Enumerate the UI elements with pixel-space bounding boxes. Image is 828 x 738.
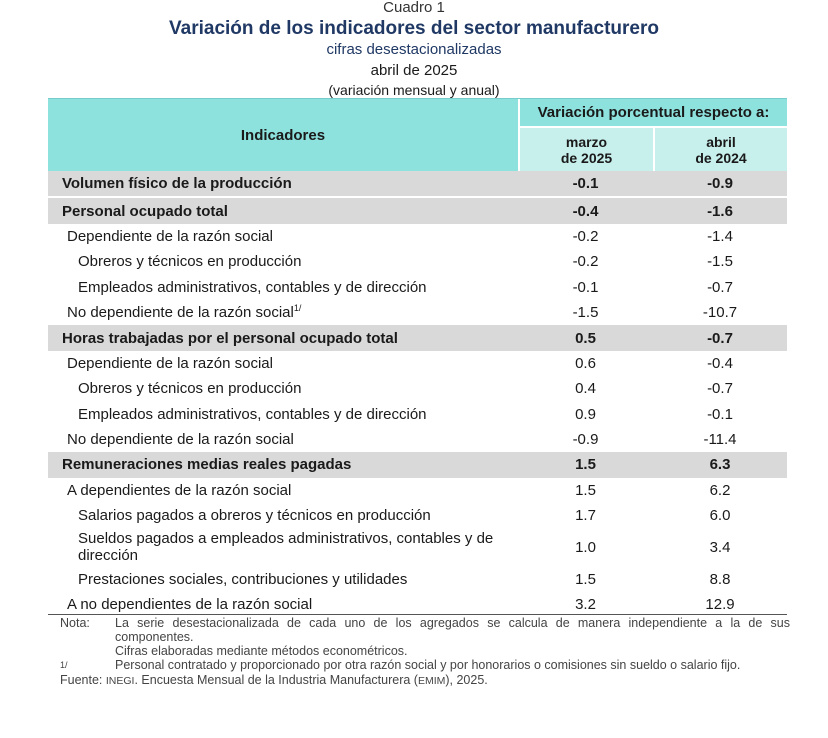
row-value-year: -0.9	[707, 175, 733, 193]
table-row	[48, 452, 787, 477]
row-value-year: -10.7	[702, 304, 738, 322]
table-row	[48, 196, 787, 223]
col-header-abril-2024	[653, 128, 787, 171]
row-label: Obreros y técnicos en producción	[78, 380, 302, 398]
row-value-month: -0.1	[572, 278, 599, 296]
row-value-month: 1.0	[575, 538, 596, 556]
row-value-year: -1.6	[707, 202, 733, 220]
row-value-year: -0.4	[707, 354, 733, 372]
source-org: INEGI	[105, 675, 135, 687]
row-label: Empleados administrativos, contables y de dirección	[78, 278, 427, 296]
subtitle: cifras desestacionalizadas	[326, 41, 502, 58]
row-label: Horas trabajadas por el personal ocupado total	[62, 329, 398, 347]
row-label: A no dependientes de la razón social	[67, 596, 313, 614]
row-value-month: -0.2	[572, 253, 599, 271]
source-acronym: EMIM	[417, 675, 446, 687]
row-value-year: -1.5	[707, 253, 733, 271]
row-label-text: No dependiente de la razón social	[67, 304, 294, 322]
row-value-month: 1.5	[575, 570, 596, 588]
table-notes	[60, 616, 790, 688]
row-value-year: 3.4	[709, 538, 731, 556]
table-row	[48, 376, 787, 401]
row-value-month: 0.5	[575, 329, 596, 347]
row-value-month: 1.5	[575, 456, 596, 474]
row-value-year: -0.7	[707, 278, 733, 296]
row-value-month: 1.7	[575, 507, 596, 525]
row-value-year: -11.4	[703, 431, 737, 449]
indicators-table	[48, 98, 787, 617]
row-label: Remuneraciones medias reales pagadas	[62, 456, 352, 474]
table-row	[48, 300, 787, 325]
table-row	[48, 503, 787, 528]
table-row	[48, 528, 787, 566]
row-label: Empleados administrativos, contables y de dirección	[78, 405, 427, 423]
note-text: La serie desestacionalizada de cada uno de los agregados se calcula de manera independiente a la de sus componentes.	[115, 616, 790, 644]
col1-line1: marzo	[565, 133, 608, 150]
row-value-month: -0.4	[572, 202, 599, 220]
row-value-year: 6.3	[709, 456, 731, 474]
row-label: Prestaciones sociales, contribuciones y utilidades	[78, 570, 408, 588]
footnote-key: 1/	[60, 660, 68, 670]
note-text-2: Cifras elaboradas mediante métodos econométricos.	[115, 644, 408, 658]
row-value-month: -0.2	[572, 227, 599, 245]
table-number: Cuadro 1	[383, 0, 445, 16]
table-row	[48, 275, 787, 300]
row-value-month: 1.5	[575, 481, 596, 499]
col-header-indicadores: Indicadores	[240, 126, 326, 144]
row-value-year: -0.7	[707, 329, 733, 347]
table-row	[48, 566, 787, 591]
note-general	[60, 616, 790, 644]
table-row	[48, 402, 787, 427]
col2-line2: de 2024	[695, 149, 747, 166]
row-label: A dependientes de la razón social	[67, 481, 292, 499]
row-label: Dependiente de la razón social	[67, 227, 273, 245]
page-title: Variación de los indicadores del sector manufacturero	[169, 18, 659, 39]
row-value-year: -0.7	[707, 380, 733, 398]
col-header-marzo-2025	[518, 128, 653, 171]
source-key: Fuente:	[60, 673, 103, 687]
table-row	[48, 171, 787, 196]
table-row	[48, 325, 787, 350]
table-row	[48, 351, 787, 376]
note-methods	[60, 644, 790, 658]
row-value-month: 3.2	[575, 596, 596, 614]
row-label: Personal ocupado total	[62, 202, 228, 220]
footnote-text: Personal contratado y proporcionado por otra razón social y por honorarios o comisiones sin sueldo o salario fijo.	[115, 658, 741, 672]
source-text: . Encuesta Mensual de la Industria Manufacturera (	[134, 673, 418, 687]
unit-note: (variación mensual y anual)	[328, 82, 500, 98]
row-label	[48, 304, 518, 321]
row-value-month: 0.9	[575, 405, 596, 423]
note-key: Nota:	[60, 616, 90, 630]
row-label: No dependiente de la razón social	[67, 431, 294, 449]
table-row	[48, 249, 787, 274]
table-bottom-rule	[48, 614, 787, 615]
row-value-year: 6.0	[709, 507, 731, 525]
col2-line1: abril	[706, 133, 736, 150]
row-value-year: 6.2	[709, 481, 731, 499]
col-group-header: Variación porcentual respecto a:	[518, 99, 787, 128]
row-value-month: 0.4	[575, 380, 596, 398]
row-value-month: -0.1	[572, 175, 599, 193]
row-value-month: -1.5	[572, 304, 599, 322]
footnote-1	[60, 658, 790, 672]
row-value-year: -1.4	[707, 227, 733, 245]
table-row	[48, 427, 787, 452]
footnote-marker: 1/	[293, 303, 302, 314]
source-end: ), 2025.	[445, 673, 488, 687]
source-line	[60, 673, 790, 688]
row-label: Dependiente de la razón social	[67, 354, 273, 372]
col1-line2: de 2025	[560, 149, 613, 166]
period: abril de 2025	[370, 62, 458, 79]
table-row	[48, 224, 787, 249]
row-label: Sueldos pagados a empleados administrativos, contables y de dirección	[78, 530, 494, 565]
table-header	[48, 98, 787, 171]
row-label: Volumen físico de la producción	[62, 175, 292, 193]
table-row	[48, 478, 787, 503]
row-label: Salarios pagados a obreros y técnicos en producción	[78, 507, 431, 525]
row-value-month: -0.9	[572, 431, 599, 449]
row-value-year: 8.8	[709, 570, 731, 588]
row-value-month: 0.6	[575, 354, 596, 372]
row-value-year: -0.1	[707, 405, 733, 423]
row-value-year: 12.9	[705, 596, 735, 614]
row-label: Obreros y técnicos en producción	[78, 253, 302, 271]
